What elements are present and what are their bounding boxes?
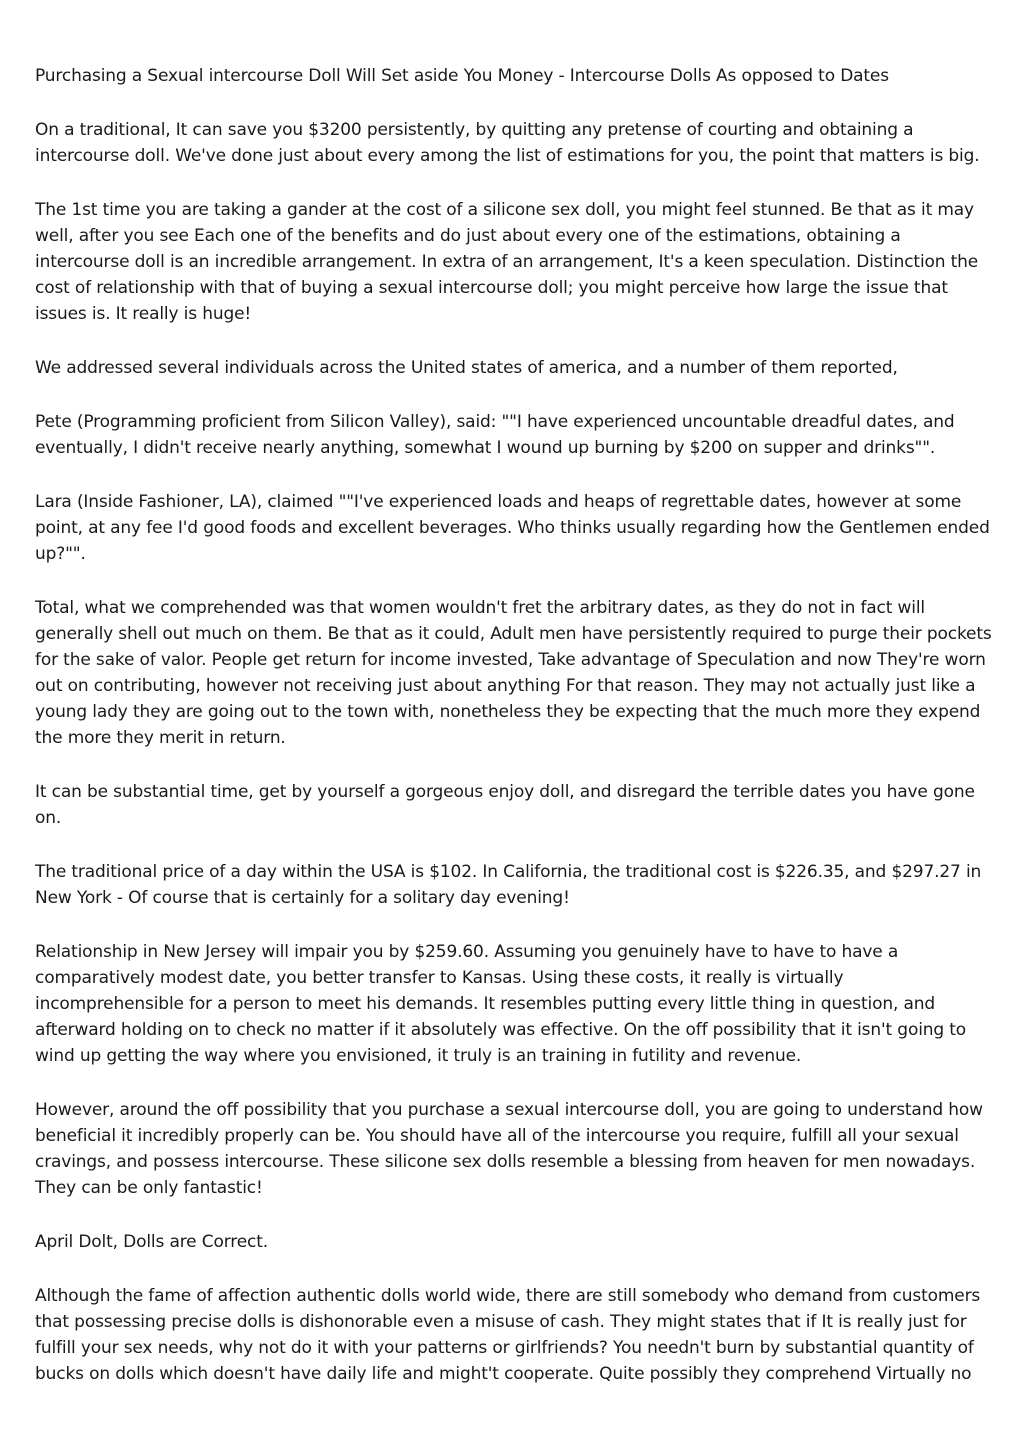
document-title: Purchasing a Sexual intercourse Doll Will Set aside You Money - Intercourse Dolls As opposed to Dates (35, 66, 889, 86)
document-page (35, 63, 995, 1415)
paragraph-new-jersey: Relationship in New Jersey will impair you by $259.60. Assuming you genuinely have to have to have a comparatively modest date, you better transfer to Kansas. Using these costs, it really is virtually incomprehensible for a person to meet his demands. It resembles putting every little thing in question, and afterward holding on to check no matter if it absolutely was effective. On the off possibility that it isn't going to wind up getting the way where you envisioned, it truly is an training in futility and revenue. (35, 942, 967, 1066)
paragraph-total: Total, what we comprehended was that women wouldn't fret the arbitrary dates, as they do not in fact will generally shell out much on them. Be that as it could, Adult men have persistently required to purge their pockets for the sake of valor. People get return for income invested, Take advantage of Speculation and now They're worn out on contributing, however not receiving just about anything For that reason. They may not actually just like a young lady they are going out to the town with, nonetheless they be expecting that the much more they expend the more they merit in return. (35, 598, 992, 748)
paragraph-fame: Although the fame of affection authentic dolls world wide, there are still somebody who demand from customers that possessing precise dolls is dishonorable even a misuse of cash. They might states that if It is really just for fulfill your sex needs, why not do it with your patterns or girlfriends? You needn't burn by substantial quantity of bucks on dolls which doesn't have daily life and might't cooperate. Quite possibly they comprehend Virtually no (35, 1286, 981, 1384)
paragraph-substantial-time: It can be substantial time, get by yourself a gorgeous enjoy doll, and disregard the terrible dates you have gone on. (35, 782, 975, 828)
paragraph-first-look: The 1st time you are taking a gander at the cost of a silicone sex doll, you might feel stunned. Be that as it may well, after you see Each one of the benefits and do just about every one of the estimations, obtaining a intercourse doll is an incredible arrangement. In extra of an arrangement, It's a keen speculation. Distinction the cost of relationship with that of buying a sexual intercourse doll; you might perceive how large the issue that issues is. It really is huge! (35, 200, 979, 324)
paragraph-date-price: The traditional price of a day within the USA is $102. In California, the traditional cost is $226.35, and $297.27 in New York - Of course that is certainly for a solitary day evening! (35, 862, 982, 908)
paragraph-quote-lara: Lara (Inside Fashioner, LA), claimed ""I've experienced loads and heaps of regrettable dates, however at some point, at any fee I'd good foods and excellent beverages. Who thinks usually regarding how the Gentlemen ended up?"". (35, 492, 990, 564)
paragraph-signature: April Dolt, Dolls are Correct. (35, 1232, 268, 1252)
paragraph-however: However, around the off possibility that you purchase a sexual intercourse doll, you are going to understand how beneficial it incredibly properly can be. You should have all of the intercourse you require, fulfill all your sexual cravings, and possess intercourse. These silicone sex dolls resemble a blessing from heaven for men nowadays. They can be only fantastic! (35, 1100, 983, 1198)
paragraph-savings: On a traditional, It can save you $3200 persistently, by quitting any pretense of courting and obtaining a intercourse doll. We've done just about every among the list of estimations for you, the point that matters is big. (35, 120, 980, 166)
paragraph-quote-pete: Pete (Programming proficient from Silicon Valley), said: ""I have experienced uncountable dreadful dates, and eventually, I didn't receive nearly anything, somewhat I wound up burning by $200 on supper and drinks"". (35, 412, 955, 458)
paragraph-survey-intro: We addressed several individuals across the United states of america, and a number of them reported, (35, 358, 898, 378)
